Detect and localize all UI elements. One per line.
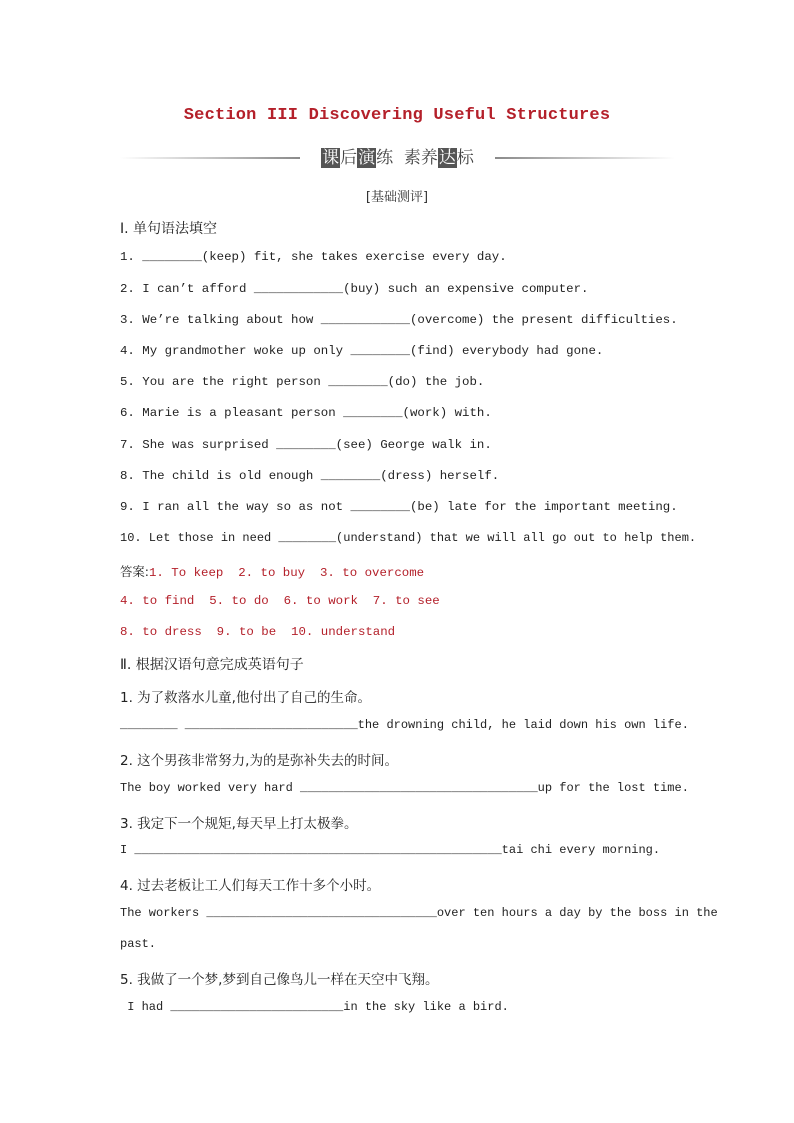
part1-heading: Ⅰ. 单句语法填空 bbox=[120, 221, 218, 237]
banner-label bbox=[310, 146, 485, 170]
translation-3-en: I ___________________________________________________tai chi every morning. bbox=[120, 843, 661, 857]
part2-heading: Ⅱ. 根据汉语句意完成英语句子 bbox=[120, 657, 304, 673]
translation-1-cn: 1. 为了救落水儿童,他付出了自己的生命。 bbox=[120, 690, 371, 706]
translation-5-en: I had ________________________in the sky like a bird. bbox=[120, 1000, 509, 1014]
banner-char-4: 练 bbox=[376, 148, 394, 168]
translation-1-en: ________ ________________________the drowning child, he laid down his own life. bbox=[120, 718, 689, 732]
answer-label: 答案: bbox=[120, 564, 149, 579]
banner-char-2: 后 bbox=[340, 148, 358, 168]
answer-line-2: 4. to find 5. to do 6. to work 7. to see bbox=[120, 594, 440, 608]
page-title: Section III Discovering Useful Structures bbox=[183, 106, 611, 125]
banner-char-7: 标 bbox=[456, 148, 474, 168]
translation-4-en-cont: past. bbox=[120, 937, 157, 951]
section-subtitle: [基础测评] bbox=[365, 190, 429, 205]
translation-4-en: The workers ________________________________over ten hours a day by the boss in the bbox=[120, 906, 718, 920]
question-5: 5. You are the right person ________(do) the job. bbox=[120, 375, 485, 389]
banner-rule-left bbox=[120, 157, 300, 159]
question-4: 4. My grandmother woke up only ________(find) everybody had gone. bbox=[120, 344, 604, 358]
question-8: 8. The child is old enough ________(dress) herself. bbox=[120, 469, 500, 483]
question-7: 7. She was surprised ________(see) George walk in. bbox=[120, 438, 492, 452]
translation-2-en: The boy worked very hard _________________________________up for the lost time. bbox=[120, 781, 689, 795]
translation-2-cn: 2. 这个男孩非常努力,为的是弥补失去的时间。 bbox=[120, 753, 398, 769]
answer-line-3: 8. to dress 9. to be 10. understand bbox=[120, 625, 396, 639]
banner-char-1: 课 bbox=[322, 148, 340, 168]
banner-rule-right bbox=[495, 157, 675, 159]
answer-text-1: 1. To keep 2. to buy 3. to overcome bbox=[148, 566, 425, 580]
answer-line-1 bbox=[120, 562, 424, 580]
question-2: 2. I can’t afford ____________(buy) such an expensive computer. bbox=[120, 282, 589, 296]
question-1: 1. ________(keep) fit, she takes exercise every day. bbox=[120, 250, 507, 264]
section-banner bbox=[120, 146, 675, 170]
question-3: 3. We’re talking about how ____________(overcome) the present difficulties. bbox=[120, 313, 678, 327]
question-6: 6. Marie is a pleasant person ________(work) with. bbox=[120, 406, 492, 420]
translation-5-cn: 5. 我做了一个梦,梦到自己像鸟儿一样在天空中飞翔。 bbox=[120, 972, 439, 988]
translation-4-cn: 4. 过去老板让工人们每天工作十多个小时。 bbox=[120, 878, 381, 894]
banner-char-6: 达 bbox=[438, 148, 456, 168]
translation-3-cn: 3. 我定下一个规矩,每天早上打太极拳。 bbox=[120, 816, 358, 832]
banner-char-5: 素养 bbox=[403, 148, 438, 168]
question-9: 9. I ran all the way so as not ________(be) late for the important meeting. bbox=[120, 500, 678, 514]
question-10: 10. Let those in need ________(understand) that we will all go out to help them. bbox=[120, 531, 697, 545]
banner-char-3: 演 bbox=[358, 148, 376, 168]
